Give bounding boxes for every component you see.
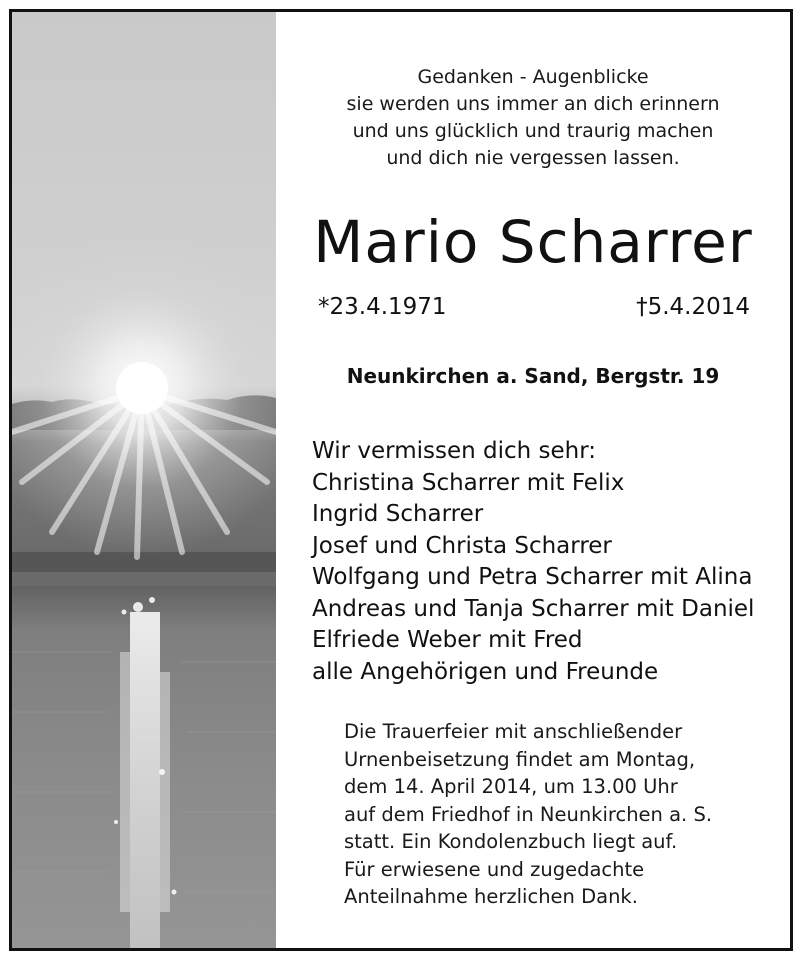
poem-line: Gedanken - Augenblicke <box>417 66 649 88</box>
mourner-line: Andreas und Tanja Scharrer mit Daniel <box>312 595 755 622</box>
poem-line: und uns glücklich und traurig machen <box>352 120 714 142</box>
notice-line: statt. Ein Kondolenzbuch liegt auf. <box>344 830 678 853</box>
funeral-notice <box>344 718 712 911</box>
deceased-address: Neunkirchen a. Sand, Bergstr. 19 <box>346 364 720 388</box>
poem-line: sie werden uns immer an dich erinnern <box>346 93 720 115</box>
poem-line: und dich nie vergessen lassen. <box>386 147 680 169</box>
mourner-line: Josef und Christa Scharrer <box>312 532 612 559</box>
notice-line: Die Trauerfeier mit anschließender <box>344 720 683 743</box>
mourner-line: Wolfgang und Petra Scharrer mit Alina <box>312 564 753 590</box>
memorial-poem <box>276 64 790 172</box>
notice-line: dem 14. April 2014, um 13.00 Uhr <box>344 775 678 798</box>
death-date: †5.4.2014 <box>636 294 750 320</box>
sunset-lake-image <box>12 12 276 948</box>
mourner-line: Christina Scharrer mit Felix <box>312 469 625 496</box>
notice-line: Für erwiesene und zugedachte <box>344 857 645 881</box>
mourner-line: Elfriede Weber mit Fred <box>312 627 583 653</box>
mourner-line: alle Angehörigen und Freunde <box>312 658 659 685</box>
notice-line: Urnenbeisetzung findet am Montag, <box>344 747 696 771</box>
notice-line: auf dem Friedhof in Neunkirchen a. S. <box>344 802 713 826</box>
mourner-line: Wir vermissen dich sehr: <box>312 438 597 464</box>
mourners-list <box>312 436 754 688</box>
mourner-line: Ingrid Scharrer <box>312 501 484 527</box>
notice-line: Anteilnahme herzlichen Dank. <box>344 885 638 908</box>
deceased-name: Mario Scharrer <box>313 208 753 276</box>
text-column <box>276 12 790 948</box>
birth-date: *23.4.1971 <box>318 294 447 320</box>
sunset-lake-photo <box>12 12 276 948</box>
obituary-notice <box>9 9 793 951</box>
